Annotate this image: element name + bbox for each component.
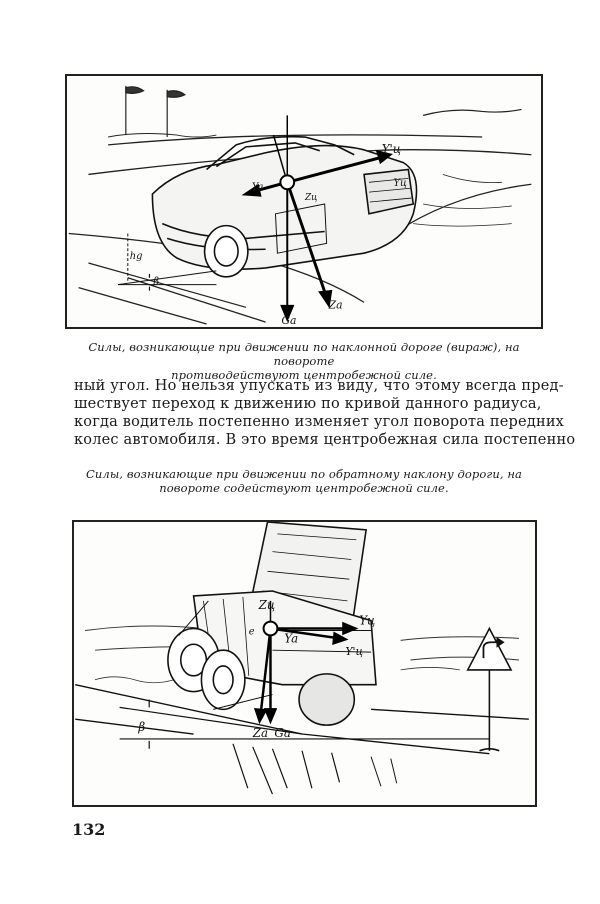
figure1-caption-line2: противодействуют центробежной силе.	[171, 368, 437, 382]
reverse-banked-illustration	[74, 522, 535, 805]
label-ya: Ya	[251, 182, 264, 194]
figure1-caption	[64, 340, 544, 382]
label-za: Za	[252, 725, 269, 740]
banked-road-illustration	[67, 76, 541, 327]
label-ya: Ya	[284, 631, 299, 646]
label-beta: β	[138, 720, 146, 735]
body-text-line: колес автомобиля. В это время центробежная сила постепенно	[74, 432, 576, 448]
label-yc: Yц	[393, 178, 407, 190]
label-ga: Ga	[281, 314, 297, 327]
label-hg: hg	[129, 251, 143, 263]
body-text-line: шествует переход к движению по кривой данного радиуса,	[74, 396, 542, 412]
figure2-caption	[64, 467, 544, 495]
label-zc: Zц	[258, 597, 276, 612]
road-sign-illustration	[468, 628, 511, 750]
label-e: e	[248, 626, 255, 638]
label-zc: Zц	[304, 193, 318, 204]
page-number: 132	[72, 820, 106, 839]
label-beta: β	[153, 276, 160, 288]
body-text-line: когда водитель постепенно изменяет угол поворота передних	[74, 414, 565, 430]
label-ga: Ga	[274, 725, 291, 740]
figure1-caption-line1: Силы, возникающие при движении по наклонной дороге (вираж), на повороте	[88, 340, 520, 368]
center-of-mass-marker	[264, 622, 278, 636]
label-yc-prime: Y'ц	[381, 141, 402, 156]
figure-reverse-banked-road	[72, 520, 537, 807]
body-text	[74, 377, 576, 449]
figure2-caption-line1: Силы, возникающие при движении по обратному наклону дороги, на	[86, 467, 522, 481]
figure-banked-road	[65, 74, 543, 329]
figure2-caption-line2: повороте содействуют центробежной силе.	[159, 481, 449, 495]
body-text-line: ный угол. Но нельзя упускать из виду, что этому всегда пред-	[74, 378, 564, 394]
label-yc-prime: Y'ц	[345, 645, 364, 659]
label-za: Za	[328, 298, 343, 312]
center-of-mass-marker	[280, 175, 294, 189]
label-yc: Yц	[359, 613, 376, 628]
flags-illustration	[108, 86, 521, 137]
